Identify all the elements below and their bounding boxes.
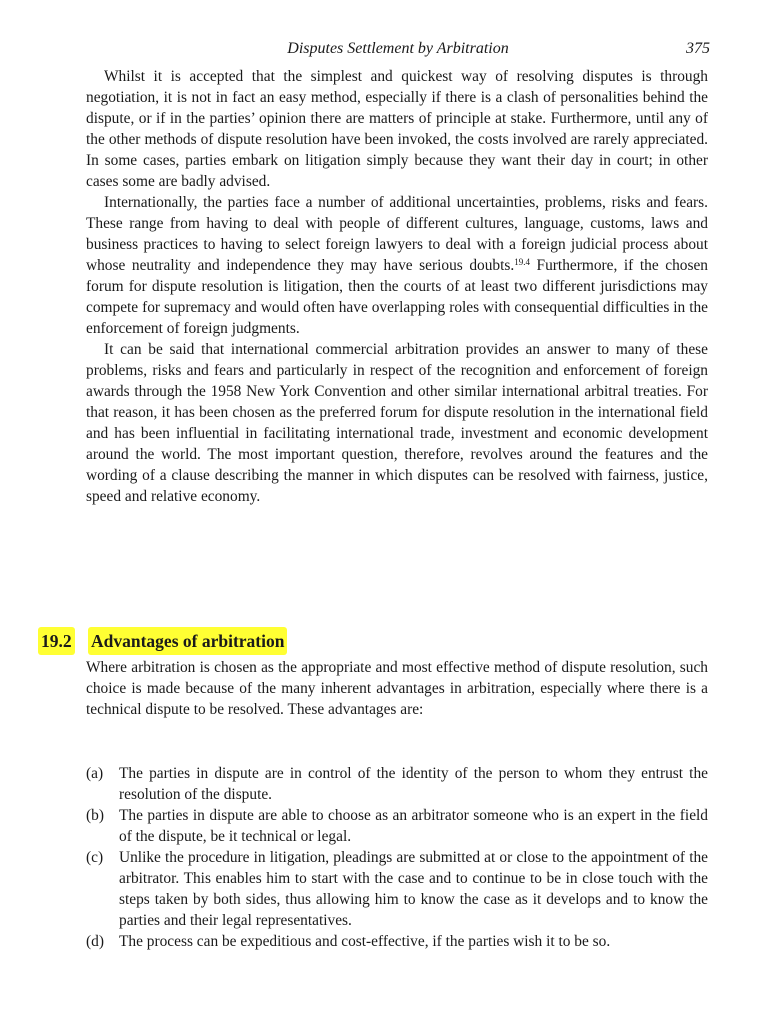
section-intro-text: Where arbitration is chosen as the appropriate and most effective method of dispute resolution, such choice is made because of the many inherent advantages in arbitration, especially where there is a technical dispute to be resolved. These advantages are: [86,659,708,718]
advantages-list [86,763,708,952]
list-marker: (d) [86,933,104,950]
running-title: Disputes Settlement by Arbitration [287,40,509,57]
running-header [86,40,710,64]
footnote-reference[interactable]: 19.4 [514,257,530,267]
list-item [86,847,708,931]
list-marker: (b) [86,807,104,824]
page-number: 375 [686,40,710,57]
paragraph-international-risks [86,192,708,339]
section-number: 19.2 [38,627,75,655]
list-item-text: Unlike the procedure in litigation, pleadings are submitted at or close to the appointment of the arbitrator. This enables him to start with the case and to continue to be in close touch with the steps taken by both sides, thus allowing him to know the case as it develops and to know the parties and their legal representatives. [119,849,708,929]
paragraph-commercial-arbitration: It can be said that international commercial arbitration provides an answer to many of these problems, risks and fears and particularly in respect of the recognition and enforcement of foreign awards through the 1958 New York Convention and other similar international arbitral treaties. For that reason, it has been chosen as the preferred forum for dispute resolution in the international field and has been influential in facilitating international trade, investment and economic development around the world. The most important question, therefore, revolves around the features and the wording of a clause describing the manner in which disputes can be resolved with fairness, justice, speed and relative economy. [86,341,708,505]
list-item-text: The parties in dispute are in control of the identity of the person to whom they entrust the resolution of the dispute. [119,765,708,803]
paragraph-negotiation: Whilst it is accepted that the simplest and quickest way of resolving disputes is through negotiation, it is not in fact an easy method, especially if there is a clash of personalities behind the dispute, or if in the parties’ opinion there are matters of principle at stake. Furthermore, until any of the other methods of dispute resolution have been invoked, the costs involved are rarely appreciated. In some cases, parties embark on litigation simply because they want their day in court; in other cases some are badly advised. [86,68,708,190]
section-intro [86,657,708,720]
list-item [86,763,708,805]
list-marker: (c) [86,849,104,866]
body-text [86,66,708,507]
paragraph-text-part: Furthermore, if the chosen forum for dispute resolution is litigation, then the courts of at least two different jurisdictions may compete for supremacy and would often have overlapping roles with consequential difficulties in the enforcement of foreign judgments. [86,257,708,337]
list-item [86,931,708,952]
list-marker: (a) [86,765,104,782]
section-heading [38,627,438,655]
list-item-text: The process can be expeditious and cost-effective, if the parties wish it to be so. [119,933,611,950]
list-item [86,805,708,847]
paragraph-text-part: Internationally, the parties face a number of additional uncertainties, problems, risks and fears. These range from having to deal with people of different cultures, language, customs, laws and business practices to having to select foreign lawyers to deal with a foreign judicial process about whose neutrality and independence they may have serious doubts. [86,194,708,274]
list-item-text: The parties in dispute are able to choose as an arbitrator someone who is an expert in the field of the dispute, be it technical or legal. [119,807,708,845]
section-title: Advantages of arbitration [88,627,287,655]
